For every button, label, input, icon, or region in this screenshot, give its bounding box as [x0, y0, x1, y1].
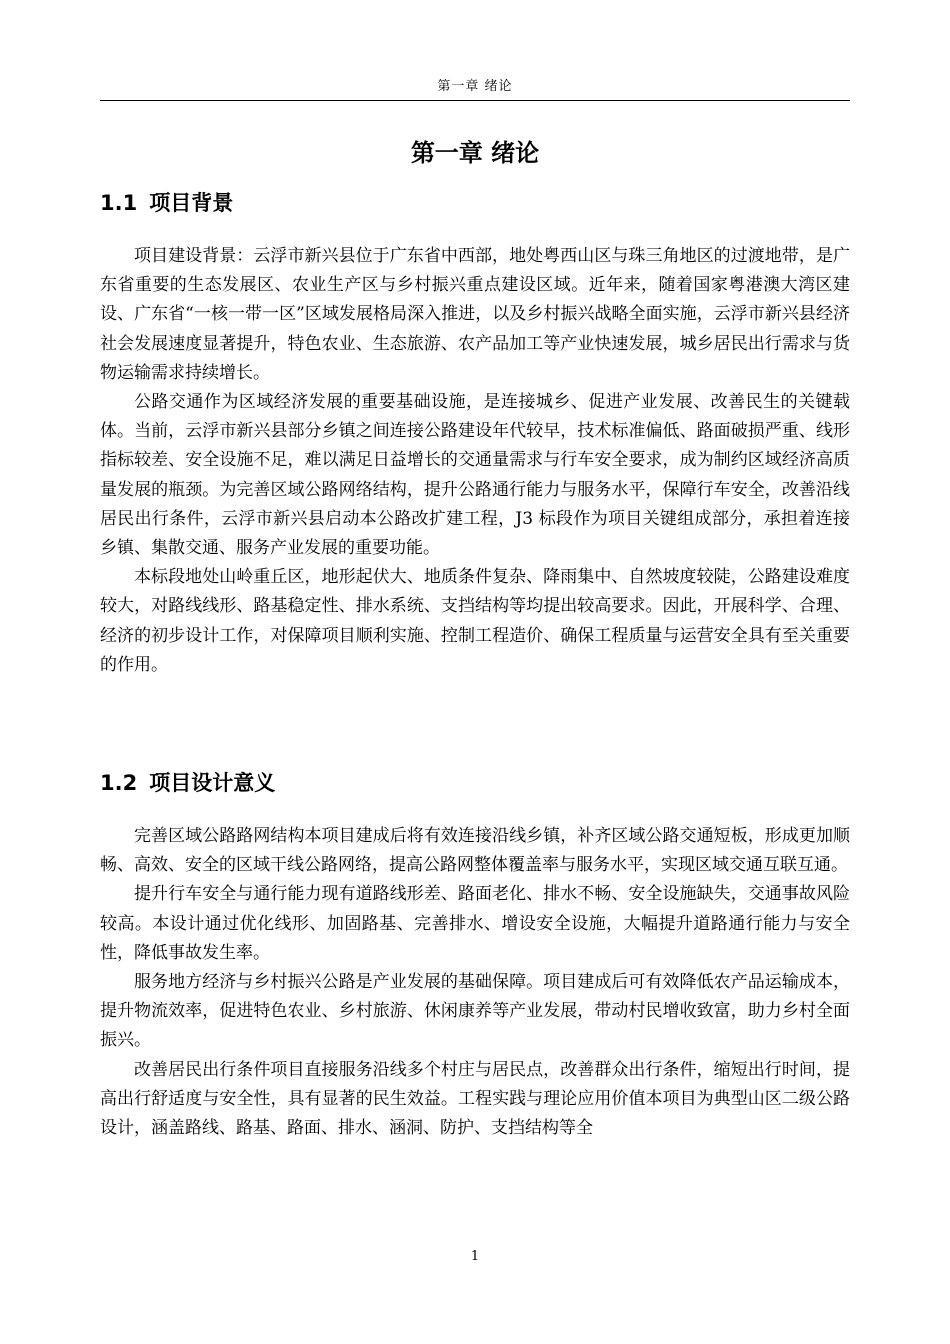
body-paragraph: 完善区域公路路网结构本项目建成后将有效连接沿线乡镇，补齐区域公路交通短板，形成更加顺畅、高效、安全的区域干线公路网络，提高公路网整体覆盖率与服务水平，实现区域交通互联互通。: [100, 826, 850, 876]
body-paragraph: 公路交通作为区域经济发展的重要基础设施，是连接城乡、促进产业发展、改善民生的关键载体。当前，云浮市新兴县部分乡镇之间连接公路建设年代较早，技术标准偏低、路面破损严重、线形指标较差、安全设施不足，难以满足日益增长的交通量需求与行车安全要求，成为制约区域经济高质量发展的瓶颈。为完善区域公路网络结构，提升公路通行能力与服务水平，保障行车安全，改善沿线居民出行条件，云浮市新兴县启动本公路改扩建工程，J3 标段作为项目关键组成部分，承担着连接乡镇、集散交通、服务产业发展的重要功能。: [100, 392, 850, 559]
running-header: 第一章 绪论: [437, 79, 513, 94]
section-body: [100, 822, 850, 1143]
section-number: 1.2: [100, 771, 138, 795]
section-heading: [100, 768, 850, 798]
body-paragraph: 提升行车安全与通行能力现有道路线形差、路面老化、排水不畅、安全设施缺失，交通事故风险较高。本设计通过优化线形、加固路基、完善排水、增设安全设施，大幅提升道路通行能力与安全性，降低事故发生率。: [100, 884, 850, 963]
chapter-title: 第一章 绪论: [410, 139, 540, 167]
body-paragraph: 改善居民出行条件项目直接服务沿线多个村庄与居民点，改善群众出行条件，缩短出行时间，提高出行舒适度与安全性，具有显著的民生效益。工程实践与理论应用价值本项目为典型山区二级公路设计，涵盖路线、路基、路面、排水、涵洞、防护、支挡结构等全: [100, 1059, 850, 1139]
section-number: 1.1: [100, 191, 138, 215]
section-title-text: 项目背景: [149, 191, 234, 215]
body-paragraph: 服务地方经济与乡村振兴公路是产业发展的基础保障。项目建成后可有效降低农产品运输成本，提升物流效率，促进特色农业、乡村旅游、休闲康养等产业发展，带动村民增收致富，助力乡村全面振兴。: [100, 972, 850, 1051]
header-rule: [100, 100, 850, 101]
section-title-text: 项目设计意义: [149, 771, 276, 795]
page-number: 1: [470, 1249, 480, 1264]
body-paragraph: 本标段地处山岭重丘区，地形起伏大、地质条件复杂、降雨集中、自然坡度较陡，公路建设难度较大，对路线线形、路基稳定性、排水系统、支挡结构等均提出较高要求。因此，开展科学、合理、经济的初步设计工作，对保障项目顺利实施、控制工程造价、确保工程质量与运营安全具有至关重要的作用。: [100, 567, 850, 675]
section-body: [100, 242, 850, 680]
body-paragraph: 项目建设背景：云浮市新兴县位于广东省中西部，地处粤西山区与珠三角地区的过渡地带，是广东省重要的生态发展区、农业生产区与乡村振兴重点建设区域。近年来，随着国家粤港澳大湾区建设、广东省“一核一带一区”区域发展格局深入推进，以及乡村振兴战略全面实施，云浮市新兴县经济社会发展速度显著提升，特色农业、生态旅游、农产品加工等产业快速发展，城乡居民出行需求与货物运输需求持续增长。: [100, 246, 850, 383]
section-heading: [100, 188, 850, 218]
